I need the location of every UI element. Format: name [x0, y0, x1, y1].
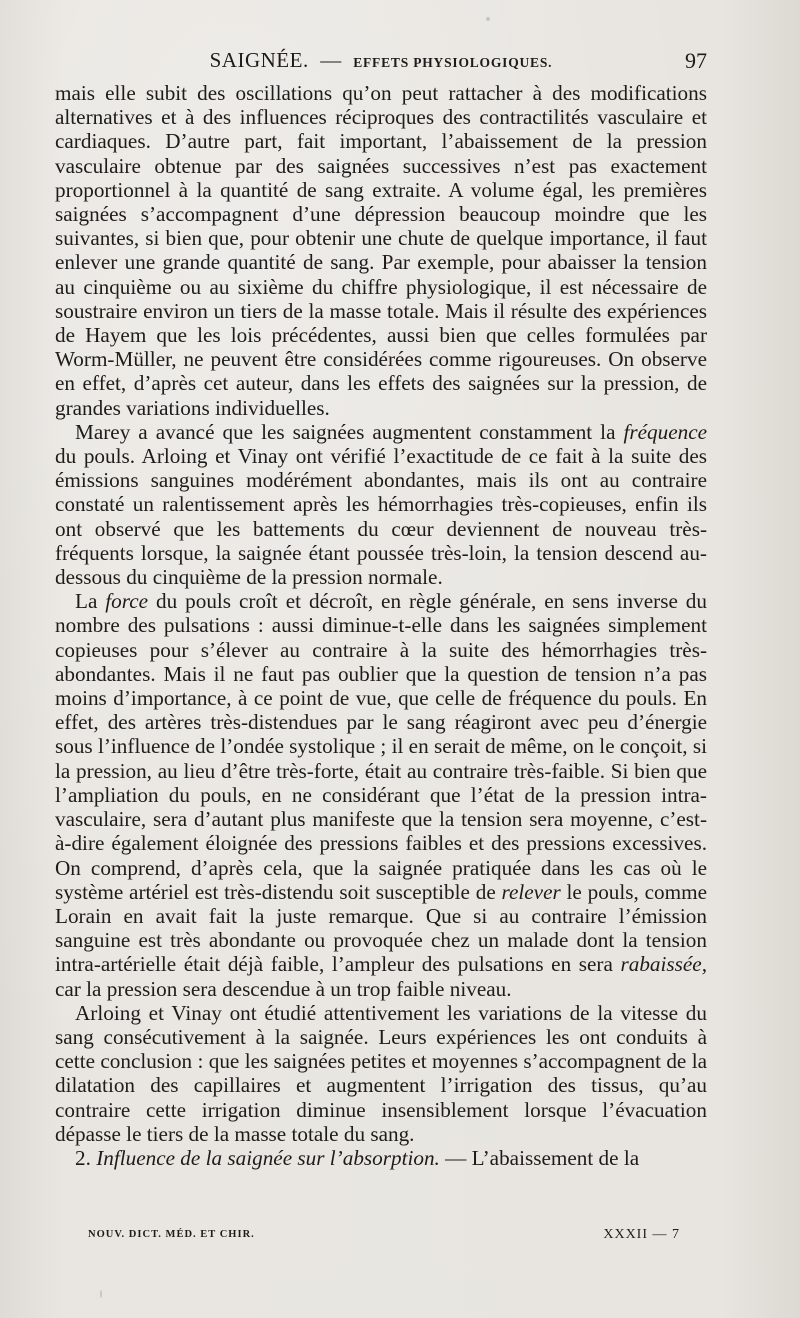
text-run: le pouls, comme Lorain en avait fait la juste remarque. Que si au contraire l’émission sanguine est très abondante ou provoquée chez un malade dont la tension intra-artérielle était déjà faible, l’ampleur des pulsations en sera — [55, 879, 707, 977]
italic-run: relever — [501, 879, 561, 904]
text-run: du pouls croît et décroît, en règle générale, en sens inverse du nombre des pulsations : aussi diminue-t-elle dans les saignées simplement copieuses pour s’élever au contraire à la suite des hémorrhagies très-abondantes. Mais il ne faut pas oublier que la question de tension n’a pas moins d’importance, à ce point de vue, que celle de fréquence du pouls. En effet, des artères très-distendues par le sang réagiront avec peu d’énergie sous l’influence de l’ondée systolique ; il en serait de même, on le conçoit, si la pression, au lieu d’être très-forte, était au contraire très-faible. Si bien que l’ampliation du pouls, en ne considérant que l’état de la pression intra-vasculaire, sera d’autant plus manifeste que la tension sera moyenne, c’est-à-dire également éloignée des pressions faibles et des pressions excessives. On comprend, d’après cela, que la saignée pratiquée dans les cas où le système artériel est très-distendu soit susceptible de — [55, 589, 707, 904]
text-run: mais elle subit des oscillations qu’on peut rattacher à des modifications alternatives et à des influences réciproques des contractilités vasculaire et cardiaques. D’autre part, fait important, l’abaissement de la pression vasculaire obtenue par des saignées successives n’est pas exactement proportionnel à la quantité de sang extraite. A volume égal, les premières saignées s’accompagnent d’une dépression beaucoup moindre que les suivantes, si bien que, pour obtenir une chute de quelque importance, il faut enlever une grande quantité de sang. Par exemple, pour abaisser la tension au cinquième ou au sixième du chiffre physiologique, il est nécessaire de soustraire environ un tiers de la masse totale. Mais il résulte des expériences de Hayem que les lois précédentes, aussi bien que celles formulées par Worm-Müller, ne peuvent être considérées comme rigoureuses. On observe en effet, d’après cet auteur, dans les effets des saignées sur la pression, de grandes variations individuelles. — [55, 81, 707, 420]
body-text — [55, 81, 707, 1170]
italic-run: Influence de la saignée sur l’absorption. — [96, 1145, 440, 1170]
paragraph — [55, 1146, 707, 1170]
chapter-title: SAIGNÉE. — [209, 48, 309, 72]
volume-signature: XXXII — 7 — [603, 1227, 680, 1242]
paper-speck — [100, 1290, 102, 1298]
text-run: — L’abaissement de la — [439, 1145, 640, 1170]
text-run: Arloing et Vinay ont étudié attentivement les variations de la vitesse du sang consécutivement à la saignée. Leurs expériences les ont conduits à cette conclusion : que les saignées petites et moyennes s’accompagnent de la dilatation des capillaires et augmentent l’irrigation des tissus, qu’au contraire cette irrigation diminue insensiblement lorsque l’évacuation dépasse le tiers de la masse totale du sang. — [55, 1000, 707, 1146]
paragraph — [55, 81, 707, 420]
italic-run: force — [105, 589, 149, 614]
paragraph — [55, 1001, 707, 1146]
running-title — [55, 48, 707, 73]
title-dash: — — [320, 48, 342, 72]
text-run: du pouls. Arloing et Vinay ont vérifié l’exactitude de ce fait à la suite des émissions sanguines modérément abondantes, mais ils ont au contraire constaté un ralentissement après les hémorrhagies très-copieuses, enfin ils ont observé que les battements du cœur deviennent de nouveau très-fréquents lorsque, la saignée étant poussée très-loin, la tension descend au-dessous du cinquième de la pression normale. — [55, 444, 707, 590]
footer-signature-line — [88, 1229, 680, 1249]
text-run: La — [75, 589, 106, 614]
running-head — [55, 48, 707, 78]
page-number: 97 — [685, 48, 707, 73]
text-run: 2. — [75, 1145, 97, 1170]
italic-run: fréquence — [623, 419, 707, 444]
text-run: Marey a avancé que les saignées augmentent constamment la — [75, 419, 624, 444]
paper-speck — [486, 17, 490, 21]
signature-mark: NOUV. DICT. MÉD. ET CHIR. — [88, 1229, 255, 1240]
paragraph — [55, 589, 707, 1000]
paragraph — [55, 420, 707, 589]
italic-run: rabaissée, — [620, 952, 707, 977]
section-subtitle: EFFETS PHYSIOLOGIQUES. — [353, 55, 553, 70]
text-run: car la pression sera descendue à un trop faible niveau. — [55, 976, 512, 1001]
